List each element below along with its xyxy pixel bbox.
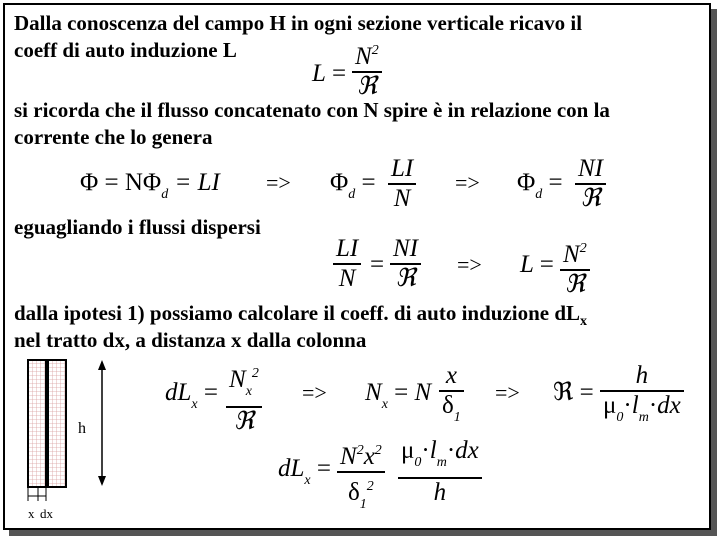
fraction-ni-over-r: NI ℜ — [575, 155, 606, 213]
dlx-symbol: $dL_x$ = — [165, 379, 218, 412]
fraction-mu-lm-dx-over-h: $\mu_0\cdot l_m\cdot dx$ h — [398, 437, 482, 507]
fraction-x-over-delta1: x $\delta_1$ — [439, 362, 464, 432]
nx-equation: $N_x = N$ — [365, 379, 432, 412]
height-label: h — [78, 420, 86, 437]
paragraph-1-line-1: Dalla conoscenza del campo H in ogni sezione verticale ricavo il — [14, 11, 583, 35]
x-label: x — [28, 506, 35, 521]
implies-arrow-2: => — [455, 170, 480, 195]
fraction-li-over-n: LI N — [388, 155, 416, 213]
paragraph-2-line-2: corrente che lo genera — [14, 125, 213, 149]
flux-d-1: $\Phi_d$ = — [330, 169, 376, 202]
implies-arrow-5: => — [495, 380, 520, 405]
denominator: ℜ — [356, 72, 378, 100]
numerator: $N^2$ — [355, 43, 379, 70]
fraction-h-over-mu-lm-dx: h $\mu_0\cdot l_m\cdot dx$ — [600, 362, 684, 432]
fraction-n2x2-over-delta2: $N^2x^2$ $\delta_1^2$ — [337, 437, 385, 519]
fraction-nx2-over-r: $N_x^2$ ℜ — [226, 360, 262, 436]
height-arrow-bottom — [98, 476, 106, 486]
formula-L: L — [312, 60, 326, 87]
paragraph-1-line-2: coeff di auto induzione L — [14, 38, 237, 62]
fraction-ni-over-r-2: NI ℜ — [390, 235, 421, 293]
height-arrow-top — [98, 360, 106, 370]
implies-arrow-1: => — [266, 170, 291, 195]
paragraph-4-line-1: dalla ipotesi 1) possiamo calcolare il coeff. di auto induzione $dL_x$ — [14, 301, 588, 329]
reluctance-symbol: ℜ = — [553, 379, 594, 406]
paragraph-4-line-2: nel tratto dx, a distanza x dalla colonna — [14, 328, 367, 352]
dlx-symbol-2: $dL_x$ = — [278, 455, 331, 488]
implies-arrow-4: => — [302, 380, 327, 405]
formula-L-2: L = — [520, 251, 554, 278]
fraction-li-over-n-2: LI N — [333, 235, 361, 293]
fraction-n2-over-r-2: $N^2$ ℜ — [560, 235, 590, 299]
equals-sign: = — [332, 60, 347, 87]
implies-arrow-3: => — [457, 252, 482, 277]
core-right-block — [48, 360, 66, 487]
core-column-figure — [20, 355, 130, 520]
paragraph-3: eguagliando i flussi dispersi — [14, 215, 261, 239]
fraction-n2-over-r — [352, 37, 382, 101]
flux-equation-left: $\Phi = N\Phi_d$ = LI — [80, 169, 220, 202]
equals-sign: = — [370, 251, 385, 278]
paragraph-2-line-1: si ricorda che il flusso concatenato con N spire è in relazione con la — [14, 98, 610, 122]
flux-d-2: $\Phi_d$ = — [517, 169, 563, 202]
dx-label: dx — [40, 506, 53, 521]
core-left-block — [28, 360, 46, 487]
